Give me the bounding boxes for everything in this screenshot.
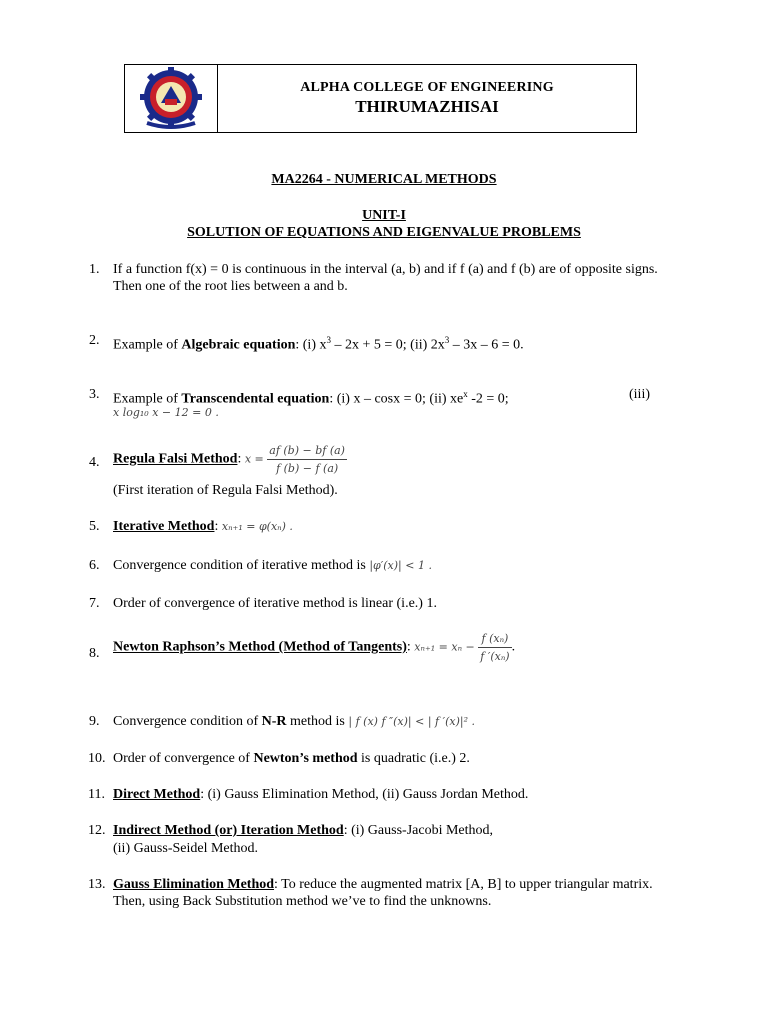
item-text: Example of Algebraic equation: (i) $x^3 - 2x + 5 = 0$; (ii) $2x^3 - 3x - 6 = 0$. [113, 335, 524, 353]
item-number: 1. [89, 262, 100, 277]
method-label: Indirect Method (or) Iteration Method [113, 823, 344, 838]
college-logo-icon [137, 67, 205, 131]
item-text-line2: (ii) Gauss-Seidel Method. [113, 841, 259, 856]
item-number: 3. [89, 387, 100, 402]
equation: xₙ₊₁ = φ(xₙ) . [221, 520, 293, 533]
item-number: 4. [89, 455, 100, 470]
item-text: Order of convergence of iterative method is linear (i.e.) 1. [113, 596, 437, 611]
logo-cell [125, 65, 218, 132]
equation-lhs: xₙ₊₁ = xₙ − [414, 640, 475, 654]
equation-fraction: $\frac{af (b) - bf (a)}{f (b) - f (a)}$ [269, 444, 345, 475]
item-number: 11. [88, 787, 105, 802]
college-name: ALPHA COLLEGE OF ENGINEERING [300, 80, 554, 95]
method-label: Newton Raphson’s Method (Method of Tangents) [113, 639, 407, 655]
unit-heading: UNIT-I [362, 208, 406, 223]
method-label: Direct Method [113, 787, 201, 802]
item-text: Iterative Method: xₙ₊₁ = φ(xₙ) . [113, 519, 293, 534]
method-label: Gauss Elimination Method [113, 877, 275, 892]
item-text: Indirect Method (or) Iteration Method: (i) Gauss-Jacobi Method, [113, 823, 494, 838]
item-text: Convergence condition of iterative method is |φ′(x)| < 1 . [113, 558, 432, 573]
item-text: Direct Method: (i) Gauss Elimination Method, (ii) Gauss Jordan Method. [113, 787, 529, 802]
equation: | f (x) f ″(x)| < | f ′(x)|² . [348, 715, 475, 728]
item-text: Order of convergence of Newton’s method is quadratic (i.e.) 2. [113, 751, 470, 766]
item-number: 13. [88, 877, 106, 892]
equation-lhs: x = [244, 452, 264, 466]
item-subpart: (iii) [629, 387, 650, 402]
header-box [124, 64, 637, 133]
equation-fraction: $\frac{\text{f (xₙ)}}{\text{f ′(xₙ)}}$ [480, 632, 510, 663]
item-text: If a function f(x) = 0 is continuous in the interval (a, b) and if f (a) and f (b) are of opposite signs. Then one of the root lies between a and b. [113, 262, 658, 294]
item-text: Example of Transcendental equation: (i) x – cosx = 0; (ii) $xe^x$ -2 = 0; [113, 389, 509, 407]
equation: x log₁₀ x − 12 = 0 . [113, 406, 219, 419]
item-number: 6. [89, 558, 100, 573]
unit-title: SOLUTION OF EQUATIONS AND EIGENVALUE PROBLEMS [187, 225, 581, 240]
title-cell [218, 65, 636, 132]
item-number: 12. [88, 823, 106, 838]
college-location: THIRUMAZHISAI [355, 97, 499, 116]
item-text: Regula Falsi Method: x = $\frac{af (b) - bf (a)}{f (b) - f (a)}$ [113, 444, 345, 475]
item-number: 7. [89, 596, 100, 611]
item-text: Gauss Elimination Method: To reduce the augmented matrix [A, B] to upper triangular matrix. Then, using Back Substitution method we’ve to find the unknowns. [113, 877, 653, 909]
course-title: MA2264 - NUMERICAL METHODS [271, 172, 497, 187]
item-number: 9. [89, 714, 100, 729]
equation: |φ′(x)| < 1 . [369, 559, 432, 572]
item-note: (First iteration of Regula Falsi Method). [113, 483, 338, 498]
item-text: Newton Raphson’s Method (Method of Tangents): xₙ₊₁ = xₙ − $\frac{\text{f (xₙ)}}{\text{f ′(xₙ)}}$ . [113, 632, 516, 663]
item-number: 10. [88, 751, 106, 766]
item-number: 8. [89, 646, 100, 661]
method-label: Iterative Method [113, 519, 215, 534]
method-label: Regula Falsi Method [113, 451, 238, 467]
item-number: 2. [89, 333, 100, 348]
item-number: 5. [89, 519, 100, 534]
item-text: Convergence condition of N-R method is | f (x) f ″(x)| < | f ′(x)|² . [113, 714, 475, 729]
